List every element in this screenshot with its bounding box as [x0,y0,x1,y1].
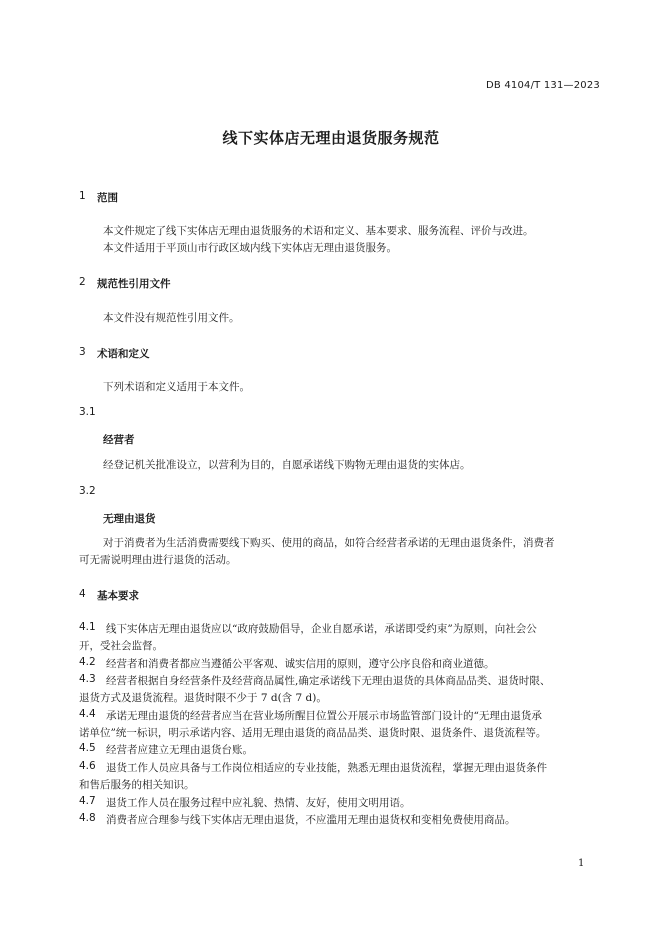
requirement-number: 4.7 [79,795,96,807]
requirement-number: 4.8 [79,812,96,824]
section-title: 范围 [97,192,118,204]
section-title: 术语和定义 [97,348,150,360]
requirement-text: 承诺无理由退货的经营者应当在营业场所醒目位置公开展示市场监管部门设计的“无理由退货承 [106,710,542,722]
requirement-text: 经营者应建立无理由退货台账。 [106,744,253,756]
section-title: 基本要求 [97,590,139,602]
requirement-text: 诺单位”统一标识，明示承诺内容、适用无理由退货的商品品类、退货时限、退货条件、退货流程等。 [79,727,547,739]
section-number: 2 [79,276,86,288]
section-title: 规范性引用文件 [97,278,171,290]
requirement-number: 4.2 [79,656,96,668]
requirement-text: 线下实体店无理由退货应以“政府鼓励倡导，企业自愿承诺，承诺即受约束”为原则，向社会公 [106,623,537,635]
section-number: 4 [79,588,86,600]
term-number: 3.1 [79,406,96,418]
term-name: 经营者 [103,434,135,446]
term-number: 3.2 [79,485,96,497]
requirement-number: 4.3 [79,673,96,685]
term-definition: 对于消费者为生活消费需要线下购买、使用的商品，如符合经营者承诺的无理由退货条件，消费者 [103,537,555,549]
requirement-number: 4.4 [79,708,96,720]
requirement-text: 消费者应合理参与线下实体店无理由退货，不应滥用无理由退货权和变相免费使用商品。 [106,814,516,826]
paragraph: 本文件规定了线下实体店无理由退货服务的术语和定义、基本要求、服务流程、评价与改进。 [103,225,534,237]
requirement-text: 退货工作人员应具备与工作岗位相适应的专业技能，熟悉无理由退货流程，掌握无理由退货条件 [106,762,547,774]
paragraph: 本文件适用于平顶山市行政区域内线下实体店无理由退货服务。 [103,242,397,254]
term-definition: 可无需说明理由进行退货的活动。 [79,554,237,566]
paragraph: 本文件没有规范性引用文件。 [103,312,240,324]
doc-code: DB 4104/T 131—2023 [486,80,600,91]
term-definition: 经登记机关批准设立，以营利为目的，自愿承诺线下购物无理由退货的实体店。 [103,459,471,471]
requirement-number: 4.6 [79,760,96,772]
requirement-number: 4.1 [79,621,96,633]
requirement-text: 和售后服务的相关知识。 [79,779,195,791]
term-name: 无理由退货 [103,513,156,525]
requirement-text: 退货方式及退货流程。退货时限不少于 7 d(含 7 d)。 [79,692,327,704]
requirement-text: 经营者根据自身经营条件及经营商品属性,确定承诺线下无理由退货的具体商品品类、退货时限、 [106,675,551,687]
requirement-text: 经营者和消费者都应当遵循公平客观、诚实信用的原则，遵守公序良俗和商业道德。 [106,658,495,670]
requirement-number: 4.5 [79,742,96,754]
page-title: 线下实体店无理由退货服务规范 [222,129,440,147]
section-number: 1 [79,190,86,202]
requirement-text: 开，受社会监督。 [79,640,163,652]
requirement-text: 退货工作人员在服务过程中应礼貌、热情、友好，使用文明用语。 [106,797,411,809]
paragraph: 下列术语和定义适用于本文件。 [103,381,250,393]
section-number: 3 [79,346,86,358]
page-number: 1 [578,858,585,869]
